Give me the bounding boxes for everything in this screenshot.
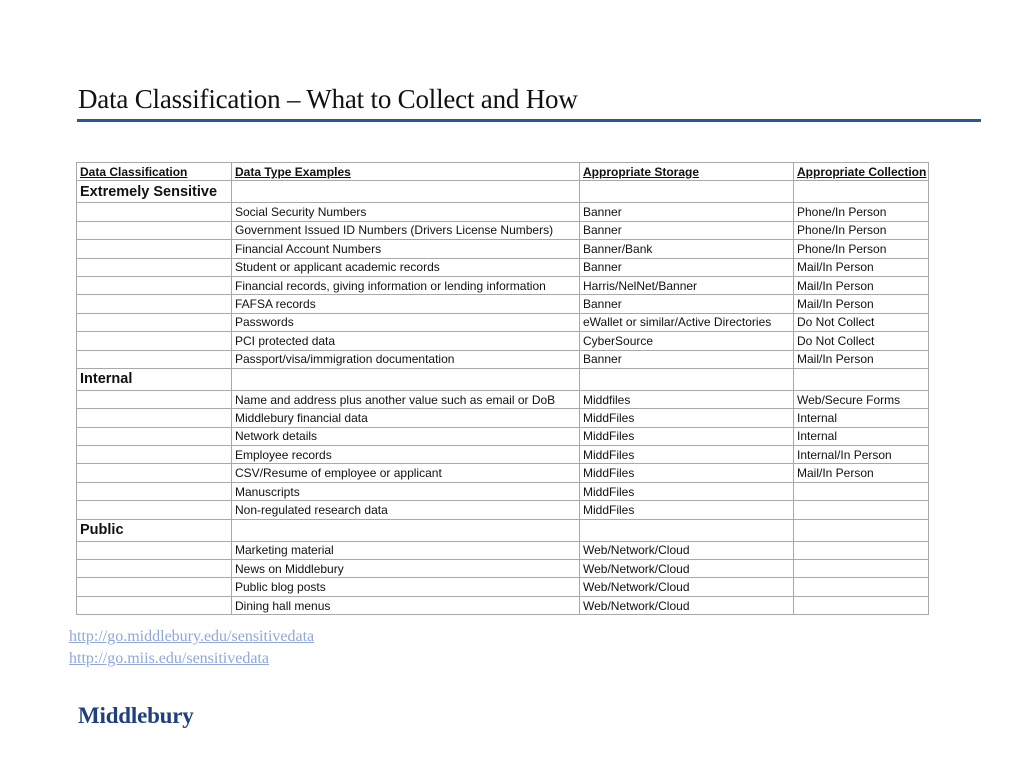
table-row <box>77 390 929 408</box>
empty-cell <box>794 368 929 390</box>
classification-cell <box>77 295 232 313</box>
collection-cell: Mail/In Person <box>794 464 929 482</box>
classification-cell <box>77 596 232 614</box>
storage-cell: eWallet or similar/Active Directories <box>580 313 794 331</box>
classification-cell <box>77 350 232 368</box>
classification-cell <box>77 464 232 482</box>
storage-cell: Banner <box>580 221 794 239</box>
table-row <box>77 464 929 482</box>
header-appropriate-collection: Appropriate Collection <box>794 163 929 181</box>
table-row <box>77 446 929 464</box>
data-type-example-cell: Employee records <box>232 446 580 464</box>
table-row <box>77 258 929 276</box>
data-type-example-cell: Government Issued ID Numbers (Drivers License Numbers) <box>232 221 580 239</box>
collection-cell: Do Not Collect <box>794 313 929 331</box>
table-row <box>77 578 929 596</box>
table-row <box>77 240 929 258</box>
classification-cell <box>77 332 232 350</box>
data-classification-table <box>76 162 929 615</box>
title-divider <box>77 119 981 122</box>
data-type-example-cell: Network details <box>232 427 580 445</box>
classification-cell <box>77 409 232 427</box>
empty-cell <box>580 519 794 541</box>
classification-cell <box>77 203 232 221</box>
middlebury-logo: Middlebury <box>78 703 194 728</box>
table-row <box>77 409 929 427</box>
empty-cell <box>794 519 929 541</box>
table-row <box>77 560 929 578</box>
storage-cell: Banner <box>580 295 794 313</box>
storage-cell: MiddFiles <box>580 464 794 482</box>
table-row <box>77 427 929 445</box>
data-type-example-cell: Name and address plus another value such as email or DoB <box>232 390 580 408</box>
reference-link[interactable]: http://go.middlebury.edu/sensitivedata <box>69 628 315 645</box>
collection-cell: Internal <box>794 409 929 427</box>
collection-cell <box>794 578 929 596</box>
reference-link[interactable]: http://go.miis.edu/sensitivedata <box>69 650 269 667</box>
table-row <box>77 313 929 331</box>
collection-cell <box>794 501 929 519</box>
section-row <box>77 181 929 203</box>
reference-links <box>69 626 314 670</box>
collection-cell: Web/Secure Forms <box>794 390 929 408</box>
storage-cell: Banner/Bank <box>580 240 794 258</box>
storage-cell: Banner <box>580 350 794 368</box>
empty-cell <box>580 181 794 203</box>
storage-cell: Middfiles <box>580 390 794 408</box>
collection-cell: Mail/In Person <box>794 350 929 368</box>
data-type-example-cell: Financial records, giving information or lending information <box>232 276 580 294</box>
collection-cell: Phone/In Person <box>794 240 929 258</box>
section-row <box>77 519 929 541</box>
collection-cell <box>794 560 929 578</box>
classification-cell <box>77 276 232 294</box>
collection-cell: Do Not Collect <box>794 332 929 350</box>
empty-cell <box>232 368 580 390</box>
table-row <box>77 203 929 221</box>
collection-cell: Mail/In Person <box>794 295 929 313</box>
classification-cell <box>77 482 232 500</box>
collection-cell <box>794 596 929 614</box>
table-row <box>77 350 929 368</box>
empty-cell <box>794 181 929 203</box>
data-type-example-cell: News on Middlebury <box>232 560 580 578</box>
table-row <box>77 221 929 239</box>
collection-cell: Internal/In Person <box>794 446 929 464</box>
section-row <box>77 368 929 390</box>
storage-cell: Harris/NelNet/Banner <box>580 276 794 294</box>
data-type-example-cell: Dining hall menus <box>232 596 580 614</box>
empty-cell <box>232 181 580 203</box>
collection-cell: Mail/In Person <box>794 276 929 294</box>
table-row <box>77 541 929 559</box>
storage-cell: Web/Network/Cloud <box>580 541 794 559</box>
storage-cell: MiddFiles <box>580 482 794 500</box>
storage-cell: Banner <box>580 258 794 276</box>
classification-cell <box>77 446 232 464</box>
classification-cell <box>77 221 232 239</box>
storage-cell: MiddFiles <box>580 427 794 445</box>
collection-cell: Phone/In Person <box>794 203 929 221</box>
collection-cell: Phone/In Person <box>794 221 929 239</box>
data-type-example-cell: Student or applicant academic records <box>232 258 580 276</box>
section-label: Extremely Sensitive <box>77 181 232 203</box>
classification-cell <box>77 390 232 408</box>
header-data-type-examples: Data Type Examples <box>232 163 580 181</box>
data-type-example-cell: Manuscripts <box>232 482 580 500</box>
collection-cell: Mail/In Person <box>794 258 929 276</box>
classification-cell <box>77 501 232 519</box>
collection-cell: Internal <box>794 427 929 445</box>
collection-cell <box>794 541 929 559</box>
classification-cell <box>77 541 232 559</box>
storage-cell: MiddFiles <box>580 409 794 427</box>
table-header-row <box>77 163 929 181</box>
classification-cell <box>77 427 232 445</box>
data-type-example-cell: Public blog posts <box>232 578 580 596</box>
empty-cell <box>580 368 794 390</box>
slide-title: Data Classification – What to Collect and How <box>78 84 578 114</box>
data-type-example-cell: Social Security Numbers <box>232 203 580 221</box>
classification-cell <box>77 578 232 596</box>
data-type-example-cell: FAFSA records <box>232 295 580 313</box>
classification-cell <box>77 258 232 276</box>
storage-cell: MiddFiles <box>580 501 794 519</box>
section-label: Internal <box>77 368 232 390</box>
classification-cell <box>77 240 232 258</box>
table-row <box>77 501 929 519</box>
table-row <box>77 295 929 313</box>
storage-cell: CyberSource <box>580 332 794 350</box>
section-label: Public <box>77 519 232 541</box>
data-type-example-cell: Financial Account Numbers <box>232 240 580 258</box>
empty-cell <box>232 519 580 541</box>
storage-cell: Banner <box>580 203 794 221</box>
data-type-example-cell: Marketing material <box>232 541 580 559</box>
table-row <box>77 482 929 500</box>
storage-cell: Web/Network/Cloud <box>580 560 794 578</box>
header-data-classification: Data Classification <box>77 163 232 181</box>
table-row <box>77 276 929 294</box>
classification-cell <box>77 313 232 331</box>
storage-cell: MiddFiles <box>580 446 794 464</box>
data-type-example-cell: Passwords <box>232 313 580 331</box>
storage-cell: Web/Network/Cloud <box>580 596 794 614</box>
table-row <box>77 596 929 614</box>
data-type-example-cell: Passport/visa/immigration documentation <box>232 350 580 368</box>
data-type-example-cell: Non-regulated research data <box>232 501 580 519</box>
table-row <box>77 332 929 350</box>
data-type-example-cell: PCI protected data <box>232 332 580 350</box>
data-type-example-cell: CSV/Resume of employee or applicant <box>232 464 580 482</box>
collection-cell <box>794 482 929 500</box>
data-type-example-cell: Middlebury financial data <box>232 409 580 427</box>
storage-cell: Web/Network/Cloud <box>580 578 794 596</box>
classification-cell <box>77 560 232 578</box>
header-appropriate-storage: Appropriate Storage <box>580 163 794 181</box>
